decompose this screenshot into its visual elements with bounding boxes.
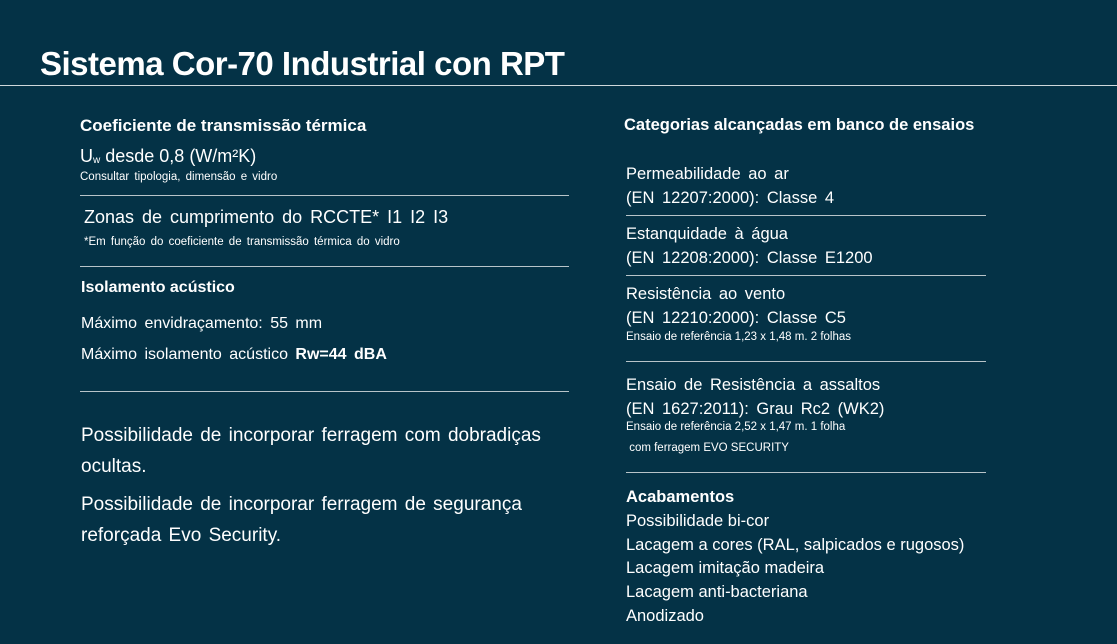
finishes-section bbox=[626, 486, 964, 629]
test-note: Ensaio de referência 2,52 x 1,47 m. 1 folha bbox=[626, 421, 846, 433]
thermal-note: Consultar tipologia, dimensão e vidro bbox=[80, 171, 278, 183]
test-burglary-resistance bbox=[626, 373, 884, 421]
divider bbox=[80, 391, 569, 392]
divider bbox=[626, 361, 986, 362]
uw-value: desde 0,8 (W/m²K) bbox=[105, 146, 257, 166]
test-name: Resistência ao vento bbox=[626, 285, 786, 303]
feature-hidden-hinges: Possibilidade de incorporar ferragem com dobradiças ocultas. bbox=[81, 425, 541, 477]
title-divider bbox=[0, 85, 1117, 86]
zones-text: Zonas de cumprimento do RCCTE* I1 I2 I3 bbox=[84, 207, 449, 227]
divider bbox=[80, 195, 569, 196]
acoustic-isolation-line bbox=[81, 346, 387, 364]
finish-item: Anodizado bbox=[626, 606, 704, 625]
test-name: Ensaio de Resistência a assaltos bbox=[626, 376, 881, 394]
uw-value-line bbox=[80, 146, 256, 167]
test-result: (EN 1627:2011): Grau Rc2 (WK2) bbox=[626, 400, 885, 418]
divider bbox=[626, 472, 986, 473]
divider bbox=[626, 215, 986, 216]
finishes-heading: Acabamentos bbox=[626, 488, 735, 506]
isolation-value: Rw=44 dBA bbox=[295, 346, 387, 363]
thermal-heading: Coeficiente de transmissão térmica bbox=[80, 116, 367, 135]
test-note: Ensaio de referência 1,23 x 1,48 m. 2 folhas bbox=[626, 331, 852, 343]
zones-note: *Em função do coeficiente de transmissão térmica do vidro bbox=[84, 236, 400, 248]
finish-item: Possibilidade bi-cor bbox=[626, 511, 770, 530]
isolation-label: Máximo isolamento acústico bbox=[81, 346, 288, 363]
test-note-2: com ferragem EVO SECURITY bbox=[626, 442, 789, 454]
test-result: (EN 12207:2000): Classe 4 bbox=[626, 189, 835, 207]
glazing-text: Máximo envidraçamento: 55 mm bbox=[81, 315, 323, 332]
acoustic-heading: Isolamento acústico bbox=[81, 279, 235, 296]
finish-item: Lacagem anti-bacteriana bbox=[626, 583, 808, 602]
tests-heading: Categorias alcançadas em banco de ensaios bbox=[624, 116, 975, 134]
test-result: (EN 12210:2000): Classe C5 bbox=[626, 309, 846, 327]
divider bbox=[80, 266, 569, 267]
test-name: Estanquidade à água bbox=[626, 225, 788, 243]
test-water-tightness bbox=[626, 222, 873, 270]
finish-item: Lacagem a cores (RAL, salpicados e rugosos) bbox=[626, 535, 965, 554]
test-result: (EN 12208:2000): Classe E1200 bbox=[626, 249, 873, 267]
feature-evo-security: Possibilidade de incorporar ferragem de segurança reforçada Evo Security. bbox=[81, 494, 522, 546]
finish-item: Lacagem imitação madeira bbox=[626, 559, 825, 578]
test-name: Permeabilidade ao ar bbox=[626, 165, 789, 183]
test-air-permeability bbox=[626, 162, 834, 210]
uw-subscript: w bbox=[93, 155, 101, 166]
page-title: Sistema Cor-70 Industrial con RPT bbox=[40, 45, 565, 82]
test-wind-resistance bbox=[626, 282, 846, 330]
uw-symbol: U bbox=[80, 146, 93, 166]
divider bbox=[626, 275, 986, 276]
